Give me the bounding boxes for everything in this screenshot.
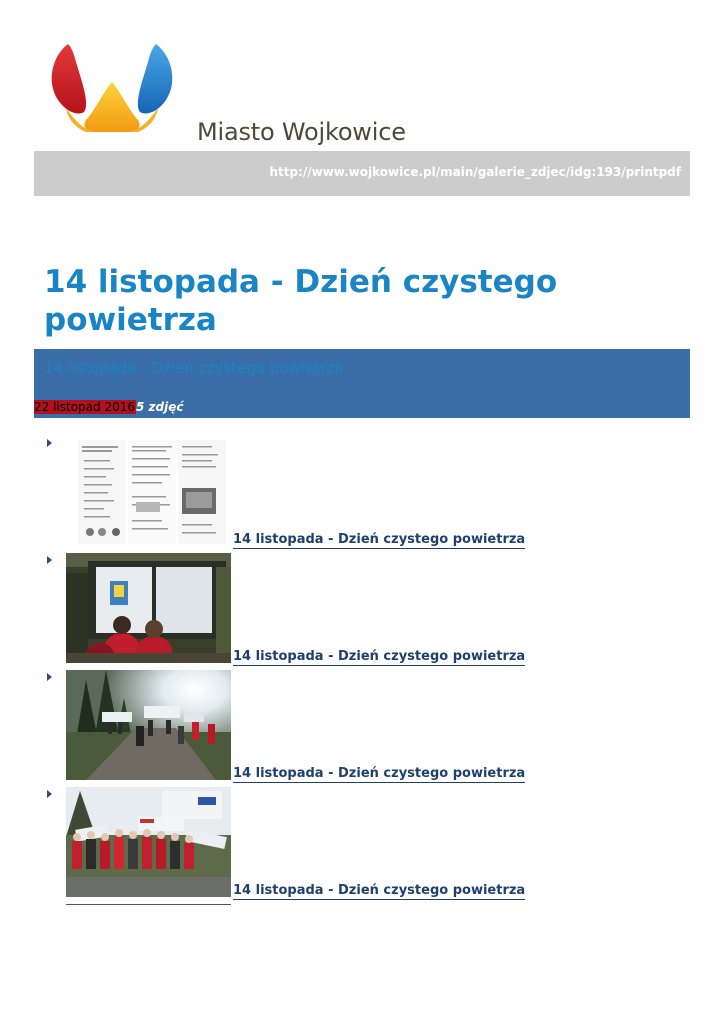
page-title: 14 listopada - Dzień czystego powietrza [44,264,558,338]
bullet-icon [47,556,52,564]
url-bar [34,151,690,196]
march-on-path-thumbnail[interactable] [66,670,231,780]
divider [66,904,231,905]
photo-caption-link[interactable]: 14 listopada - Dzień czystego powietrza [233,766,526,781]
list-item [0,670,725,787]
gallery-subtitle: 14 listopada - Dzień czystego powietrza [44,359,344,377]
bullet-icon [47,439,52,447]
children-at-notice-board-thumbnail[interactable] [66,553,231,663]
list-item [0,553,725,670]
gallery-header [34,349,690,418]
photo-caption-link[interactable]: 14 listopada - Dzień czystego powietrza [233,883,526,898]
site-name: Miasto Wojkowice [197,118,406,146]
group-with-banners-thumbnail[interactable] [66,787,231,897]
list-item [0,787,725,904]
gallery-date: 22 listopad 2016 [34,400,135,414]
page-url: http://www.wojkowice.pl/main/galerie_zdjec/idg:193/printpdf [269,165,681,179]
gallery-photo-count: 5 zdjęć [136,400,184,414]
list-item [0,436,725,553]
gallery-meta [34,400,183,415]
bullet-icon [47,790,52,798]
photo-caption-link[interactable]: 14 listopada - Dzień czystego powietrza [233,532,526,547]
bullet-icon [47,673,52,681]
wojkowice-logo-icon [46,42,178,134]
photo-caption-link[interactable]: 14 listopada - Dzień czystego powietrza [233,649,526,664]
document-scan-thumbnail[interactable] [66,436,231,546]
